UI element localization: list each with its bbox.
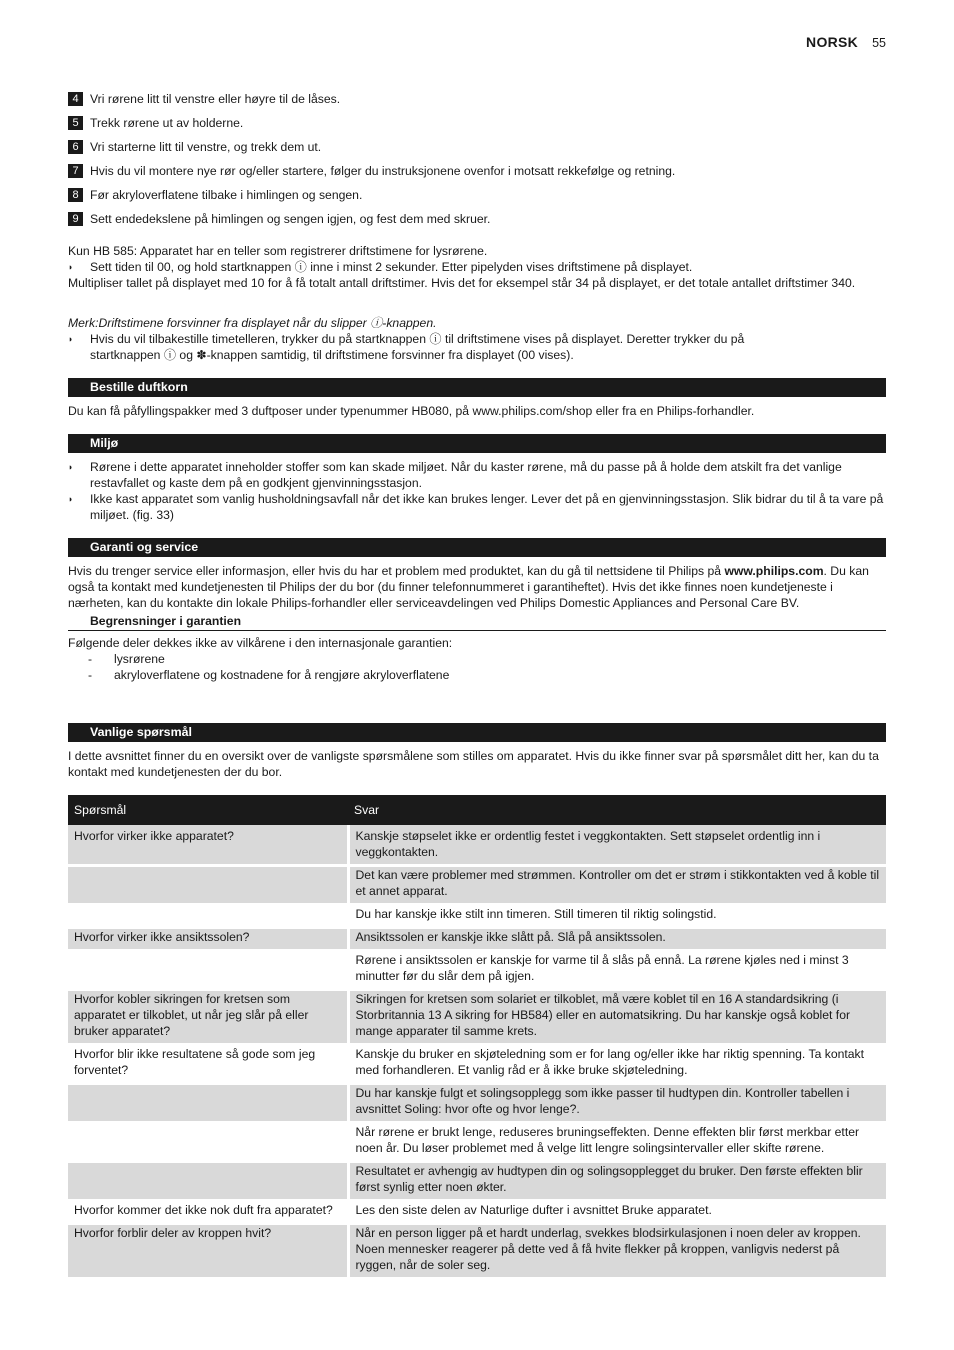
question-cell: Hvorfor kommer det ikke nok duft fra apparatet? xyxy=(68,1201,348,1224)
table-row xyxy=(68,1201,886,1224)
step-item xyxy=(68,187,886,203)
warranty-text xyxy=(68,563,886,611)
limits-item: - lysrørene xyxy=(88,652,165,666)
table-row xyxy=(68,990,886,1045)
step-number: 7 xyxy=(68,164,83,178)
question-cell: Hvorfor forblir deler av kroppen hvit? xyxy=(68,1224,348,1278)
step-item xyxy=(68,211,886,227)
question-cell: Hvorfor virker ikke ansiktssolen? xyxy=(68,928,348,951)
warranty-text-end: . Du kan også ta kontakt med kundetjenesten til Philips der du bor (du finner telefonnummeret i garantiheftet). Hvis det ikke finnes noen kundetjeneste i nærheten, kan du kontakte din lokale Philips-forhandler eller serviceavdelingen ved Philips Domestic Appliances and Personal Care BV. xyxy=(68,564,869,610)
answer-cell: Det kan være problemer med strømmen. Kontroller om det er strøm i stikkontakten ved å koble til et annet apparat. xyxy=(348,866,886,905)
limits-item: - akryloverflatene og kostnadene for å rengjøre akryloverflatene xyxy=(88,668,450,682)
table-row xyxy=(68,1084,886,1123)
philips-link[interactable]: www.philips.com xyxy=(724,564,824,578)
step-number: 8 xyxy=(68,188,83,202)
table-row xyxy=(68,1162,886,1201)
step-item xyxy=(68,115,886,131)
section-title: Garanti og service xyxy=(68,538,886,557)
section-warranty xyxy=(68,538,886,683)
limits-item-text: lysrørene xyxy=(114,652,165,666)
bullet-text: Rørene i dette apparatet inneholder stoffer som kan skade miljøet. Når du kaster rørene, må du passe på å holde dem atskilt fra det vanlige restavfallet og kaste dem på en godkjent gjenvinningsstasjon. xyxy=(90,460,842,490)
warranty-text-start: Hvis du trenger service eller informasjon, eller hvis du har et problem med produktet, kan du gå til nettsidene til Philips på xyxy=(68,564,725,578)
faq-intro: I dette avsnittet finner du en oversikt over de vanligste spørsmålene som stilles om apparatet. Hvis du ikke finner svar på spørsmålet ditt her, kan du ta kontakt med kundetjenesten der du bor. xyxy=(68,749,879,779)
step-text: Vri rørene litt til venstre eller høyre til de låses. xyxy=(90,92,341,106)
faq-table xyxy=(68,795,886,1277)
limits-intro: Følgende deler dekkes ikke av vilkårene i den internasjonale garantien: xyxy=(68,636,453,650)
step-number: 9 xyxy=(68,212,83,226)
answer-cell: Rørene i ansiktssolen er kanskje for varme til å slås på ennå. La rørene kjøles ned i minst 3 minutter før du slår dem på igjen. xyxy=(348,951,886,990)
counter-multiply: Multipliser tallet på displayet med 10 for å få totalt antall driftstimer. Hvis det for eksempel står 34 på displayet, er det totale antallet driftstimer 340. xyxy=(68,276,856,290)
answer-cell: Kanskje støpselet ikke er ordentlig festet i veggkontakten. Sett støpselet ordentlig inn i veggkontakten. xyxy=(348,825,886,866)
step-number: 6 xyxy=(68,140,83,154)
section-title: Bestille duftkorn xyxy=(68,378,886,397)
table-row xyxy=(68,951,886,990)
table-row xyxy=(68,1123,886,1162)
answer-cell: Når en person ligger på et hardt underlag, svekkes blodsirkulasjonen i noen deler av kroppen. Noen mennesker reagerer på dette ved å få hvite flekker på kroppen, vanligvis nederst på ryggen, når de soler seg. xyxy=(348,1224,886,1278)
step-item xyxy=(68,91,886,107)
column-header-question: Spørsmål xyxy=(68,795,348,825)
step-text: Vri starterne litt til venstre, og trekk dem ut. xyxy=(90,140,322,154)
answer-cell: Les den siste delen av Naturlige dufter i avsnittet Bruke apparatet. xyxy=(348,1201,886,1224)
bullet-text: Ikke kast apparatet som vanlig husholdningsavfall når det ikke kan brukes lenger. Lever det på en gjenvinningsstasjon. Slik bidrar du til å ta vare på miljøet. (fig. 33) xyxy=(90,492,884,522)
table-row xyxy=(68,1224,886,1278)
question-cell xyxy=(68,951,348,990)
answer-cell: Når rørene er brukt lenge, reduseres bruningseffekten. Denne effekten blir først merkbar etter noen år. Du løser problemet med å velge litt lengre solingsintervaller eller skifte rørene. xyxy=(348,1123,886,1162)
step-number: 5 xyxy=(68,116,83,130)
bullet-item xyxy=(68,331,886,363)
hour-counter-block xyxy=(68,243,886,291)
bullet-icon: ◗ xyxy=(68,494,74,504)
section-title: Miljø xyxy=(68,434,886,453)
step-text: Før akryloverflatene tilbake i himlingen og sengen. xyxy=(90,188,363,202)
step-number: 4 xyxy=(68,92,83,106)
table-header-row xyxy=(68,795,886,825)
subsection-title: Begrensninger i garantien xyxy=(68,613,886,631)
answer-cell: Du har kanskje fulgt et solingsopplegg som ikke passer til hudtypen din. Kontroller tabellen i avsnittet Soling: hvor ofte og hvor lenge?. xyxy=(348,1084,886,1123)
question-cell xyxy=(68,1123,348,1162)
section-environment xyxy=(68,434,886,523)
question-cell xyxy=(68,1162,348,1201)
answer-cell: Resultatet er avhengig av hudtypen din og solingsopplegget du bruker. Den første effekten blir først synlig etter noen økter. xyxy=(348,1162,886,1201)
step-text: Sett endedekslene på himlingen og sengen igjen, og fest dem med skruer. xyxy=(90,212,491,226)
bullet-icon: ◗ xyxy=(68,262,74,272)
section-faq xyxy=(68,723,886,780)
table-row xyxy=(68,928,886,951)
question-cell: Hvorfor blir ikke resultatene så gode som jeg forventet? xyxy=(68,1045,348,1084)
step-text: Hvis du vil montere nye rør og/eller startere, følger du instruksjonene ovenfor i motsatt rekkefølge og retning. xyxy=(90,164,676,178)
table-row xyxy=(68,905,886,928)
bullet-text: Hvis du vil tilbakestille timetelleren, trykker du på startknappen ⓘ til driftstimene vises på displayet. Deretter trykker du på xyxy=(90,332,745,346)
limits-item-text: akryloverflatene og kostnadene for å rengjøre akryloverflatene xyxy=(114,668,450,682)
question-cell: Hvorfor virker ikke apparatet? xyxy=(68,825,348,866)
counter-intro: Kun HB 585: Apparatet har en teller som registrerer driftstimene for lysrørene. xyxy=(68,244,488,258)
answer-cell: Ansiktssolen er kanskje ikke slått på. Slå på ansiktssolen. xyxy=(348,928,886,951)
answer-cell: Kanskje du bruker en skjøteledning som er for lang og/eller ikke har riktig spenning. Ta kontakt med forhandleren. Et vanlig råd er å ikke bruke skjøteledning. xyxy=(348,1045,886,1084)
page-number: 55 xyxy=(872,36,886,50)
reset-note-block xyxy=(68,315,886,363)
counter-note: Merk:Driftstimene forsvinner fra displayet når du slipper ⓘ-knappen. xyxy=(68,316,437,330)
question-cell xyxy=(68,866,348,905)
section-title: Vanlige spørsmål xyxy=(68,723,886,742)
language-label: NORSK xyxy=(806,34,859,50)
column-header-answer: Svar xyxy=(348,795,886,825)
bullet-item xyxy=(68,459,886,491)
section-order xyxy=(68,378,886,419)
answer-cell: Du har kanskje ikke stilt inn timeren. Still timeren til riktig solingstid. xyxy=(348,905,886,928)
bullet-item xyxy=(68,259,886,275)
step-item xyxy=(68,139,886,155)
step-list xyxy=(68,91,886,235)
question-cell: Hvorfor kobler sikringen for kretsen som apparatet er tilkoblet, ut når jeg slår på eller bruker apparatet? xyxy=(68,990,348,1045)
answer-cell: Sikringen for kretsen som solariet er tilkoblet, må være koblet til en 16 A standardsikring (i Storbritannia 13 A sikring for HB584) eller en automatsikring. Du har kanskje også koblet for mange apparater til samme krets. xyxy=(348,990,886,1045)
page-header xyxy=(806,34,886,51)
step-text: Trekk rørene ut av holderne. xyxy=(90,116,244,130)
bullet-icon: ◗ xyxy=(68,462,74,472)
bullet-item xyxy=(68,491,886,523)
bullet-text: Sett tiden til 00, og hold startknappen ⓘ inne i minst 2 sekunder. Etter pipelyden vises driftstimene på displayet. xyxy=(90,260,693,274)
bullet-text: startknappen ⓘ og ✽-knappen samtidig, til driftstimene forsvinner fra displayet (00 vises). xyxy=(90,348,574,362)
table-row xyxy=(68,825,886,866)
table-row xyxy=(68,866,886,905)
table-row xyxy=(68,1045,886,1084)
question-cell xyxy=(68,905,348,928)
order-text: Du kan få påfyllingspakker med 3 duftposer under typenummer HB080, på www.philips.com/shop eller fra en Philips-forhandler. xyxy=(68,404,755,418)
step-item xyxy=(68,163,886,179)
faq-table-wrapper xyxy=(68,795,886,1277)
bullet-icon: ◗ xyxy=(68,334,74,344)
question-cell xyxy=(68,1084,348,1123)
